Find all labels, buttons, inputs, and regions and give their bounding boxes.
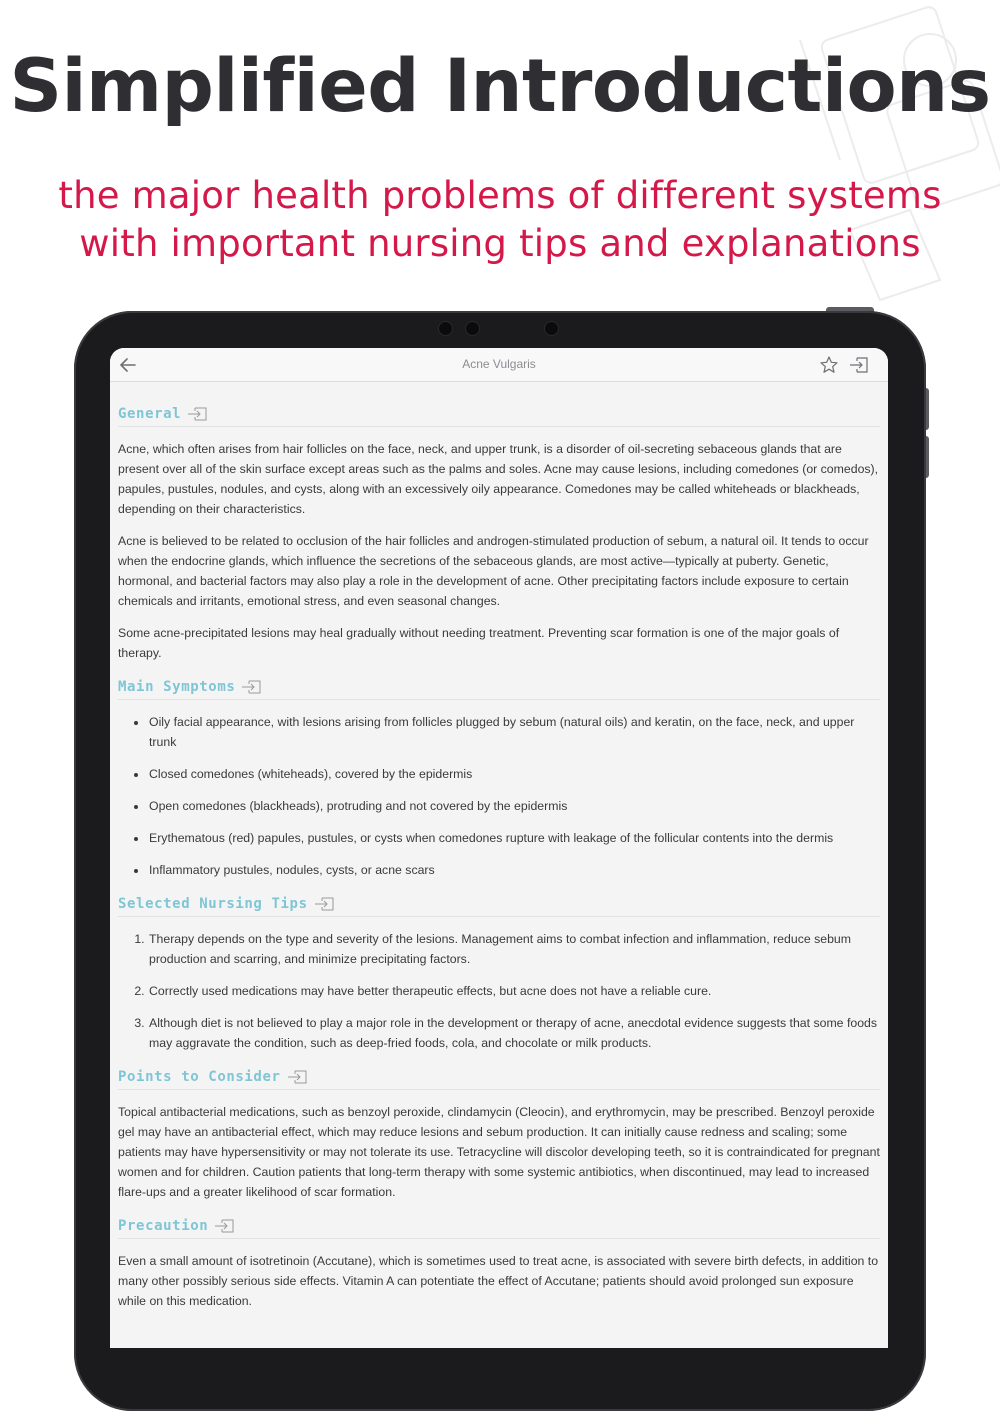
jump-icon[interactable] <box>287 1069 309 1085</box>
navigation-bar <box>110 348 888 382</box>
jump-icon[interactable] <box>214 1218 236 1234</box>
page-title: Acne Vulgaris <box>462 357 536 371</box>
app-screen <box>110 348 888 1348</box>
jump-icon[interactable] <box>241 679 263 695</box>
section-header-general <box>118 402 880 427</box>
section-title: Main Symptoms <box>118 679 236 695</box>
camera-dot <box>545 322 558 335</box>
paragraph: Some acne-precipitated lesions may heal gradually without needing treatment. Preventing scar formation is one of the major goals of therapy. <box>118 626 840 660</box>
camera-dot <box>439 322 452 335</box>
paragraph: Acne is believed to be related to occlusion of the hair follicles and androgen-stimulated production of sebum, a natural oil. It tends to occur when the endocrine glands, which influence the secretions of the sebaceous glands, are most active—typically at puberty. Genetic, hormonal, and bacterial factors may also play a role in the development of acne. Other precipitating factors include exposure to certain chemicals and irritants, emotional stress, and even seasonal changes. <box>118 534 869 608</box>
camera-dot <box>466 322 479 335</box>
tips-list <box>118 929 880 1053</box>
symptom-list <box>118 712 880 880</box>
list-item: • Open comedones (blackheads), protruding and not covered by the epidermis <box>148 796 880 816</box>
section-header-symptoms <box>118 675 880 700</box>
list-item: • Oily facial appearance, with lesions arising from follicles plugged by sebum (natural oils) and keratin, on the face, neck, and upper trunk <box>148 712 880 752</box>
list-item: • Inflammatory pustules, nodules, cysts, or acne scars <box>148 860 880 880</box>
section-title: Precaution <box>118 1218 209 1234</box>
paragraph: Even a small amount of isotretinoin (Accutane), which is sometimes used to treat acne, is associated with severe birth defects, in addition to many other possibly serious side effects. Vitamin A can potentiate the effect of Accutane; patients should avoid prolonged sun exposure while on this medication. <box>118 1254 879 1308</box>
star-icon[interactable] <box>818 354 840 376</box>
export-icon[interactable] <box>848 354 870 376</box>
list-item: 2. Correctly used medications may have better therapeutic effects, but acne does not have a reliable cure. <box>148 981 880 1001</box>
subline-2: with important nursing tips and explanations <box>79 222 921 265</box>
list-item: • Closed comedones (whiteheads), covered by the epidermis <box>148 764 880 784</box>
list-item: 3. Although diet is not believed to play a major role in the development or therapy of acne, anecdotal evidence suggests that some foods may aggravate the condition, such as deep-fried foods, cola, and chocolate or milk products. <box>148 1013 880 1053</box>
paragraph: Acne, which often arises from hair follicles on the face, neck, and upper trunk, is a disorder of oil-secreting sebaceous glands that are present over all of the skin surface except areas such as the palms and soles. Acne may cause lesions, including comedones (or comedos), papules, pustules, nodules, and cysts, along with an excessively oily appearance. Comedones may be called whiteheads or blackheads, depending on their characteristics. <box>118 442 879 516</box>
article-content <box>118 402 880 1323</box>
list-item: 1. Therapy depends on the type and severity of the lesions. Management aims to combat infection and inflammation, reduce sebum production and scarring, and minimize precipitating factors. <box>148 929 880 969</box>
headline: Simplified Introductions <box>9 44 991 129</box>
section-header-tips <box>118 892 880 917</box>
section-header-precaution <box>118 1214 880 1239</box>
section-header-points <box>118 1065 880 1090</box>
jump-icon[interactable] <box>314 896 336 912</box>
jump-icon[interactable] <box>187 406 209 422</box>
section-title: General <box>118 406 182 422</box>
section-title: Selected Nursing Tips <box>118 896 308 912</box>
section-title: Points to Consider <box>118 1069 281 1085</box>
paragraph: Topical antibacterial medications, such as benzoyl peroxide, clindamycin (Cleocin), and erythromycin, may be prescribed. Benzoyl peroxide gel may have an antibacterial effect, which may reduce lesions and sebum production. It can initially cause redness and scaling; some patients may have hypersensitivity or may not tolerate its use. Tetracycline will discolor developing teeth, so it is contraindicated for pregnant women and for children. Caution patients that long-term therapy with some systemic antibiotics, when discontinued, may lead to increased flare-ups and a greater likelihood of scar formation. <box>118 1105 880 1199</box>
list-item: • Erythematous (red) papules, pustules, or cysts when comedones rupture with leakage of the follicular contents into the dermis <box>148 828 880 848</box>
subline-1: the major health problems of different systems <box>58 174 942 217</box>
